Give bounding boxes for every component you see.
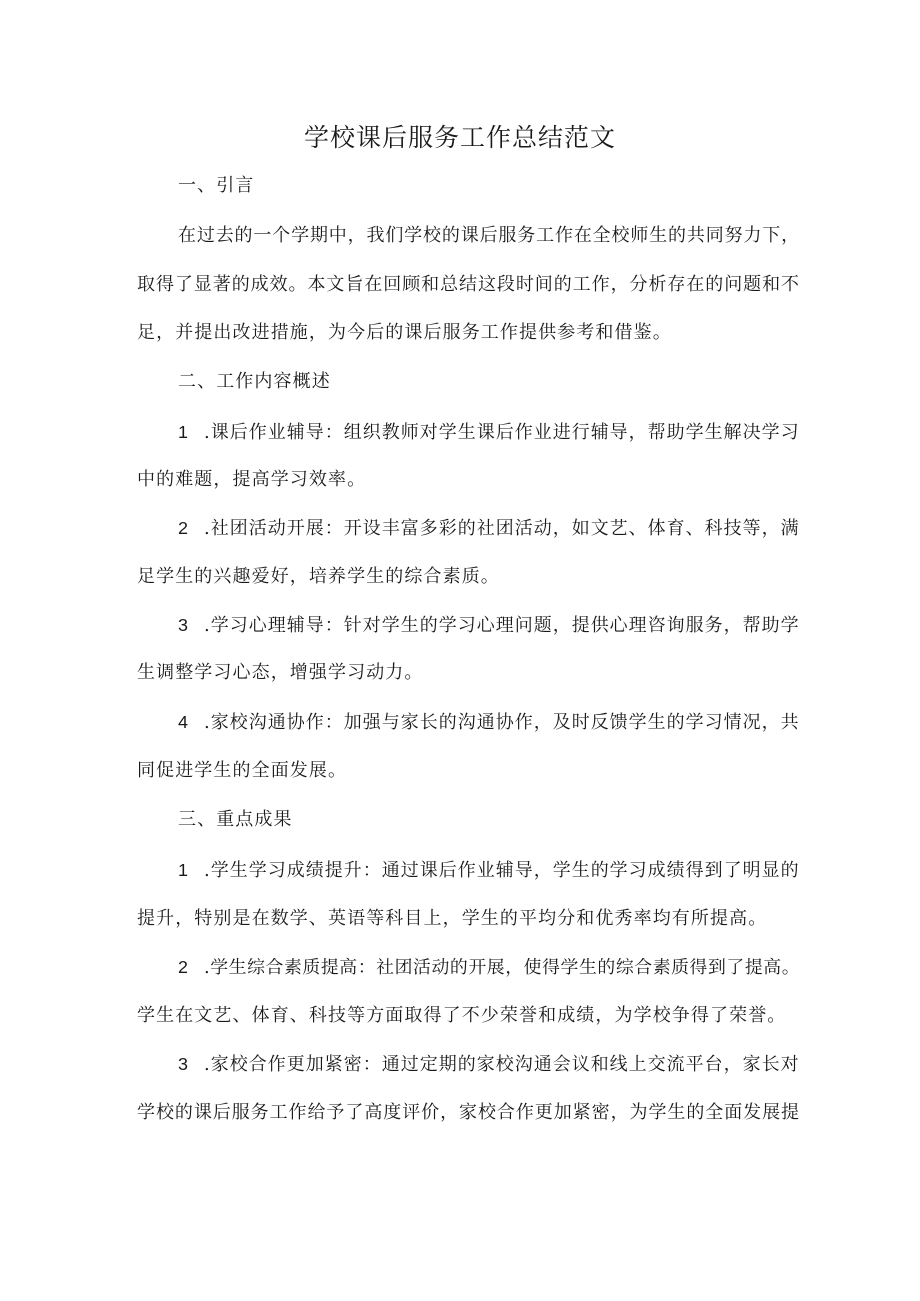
item-text: .社团活动开展：开设丰富多彩的社团活动，如文艺、体育、科技等，满 bbox=[204, 518, 800, 539]
paragraph-line: 足，并提出改进措施，为今后的课后服务工作提供参考和借鉴。 bbox=[137, 322, 672, 343]
item-number: 2 bbox=[178, 957, 189, 977]
section-heading: 一、引言 bbox=[178, 175, 255, 196]
list-item-continuation: 提升，特别是在数学、英语等科目上，学生的平均分和优秀率均有所提高。 bbox=[137, 908, 768, 929]
list-item-continuation: 学生在文艺、体育、科技等方面取得了不少荣誉和成绩，为学校争得了荣誉。 bbox=[137, 1005, 787, 1026]
item-text: .学生学习成绩提升：通过课后作业辅导，学生的学习成绩得到了明显的 bbox=[204, 860, 800, 881]
list-item bbox=[178, 856, 800, 885]
list-item-continuation: 生调整学习心态，增强学习动力。 bbox=[137, 662, 424, 683]
section-heading: 三、重点成果 bbox=[178, 809, 293, 830]
paragraph-line: 在过去的一个学期中，我们学校的课后服务工作在全校师生的共同努力下， bbox=[178, 225, 800, 246]
item-number: 3 bbox=[178, 615, 190, 635]
list-item-continuation: 学校的课后服务工作给予了高度评价，家校合作更加紧密，为学生的全面发展提 bbox=[137, 1102, 800, 1123]
item-number: 4 bbox=[178, 712, 190, 732]
list-item bbox=[178, 953, 800, 982]
item-number: 2 bbox=[178, 518, 190, 538]
list-item bbox=[178, 611, 800, 640]
list-item bbox=[178, 514, 800, 543]
item-number: 1 bbox=[178, 860, 190, 880]
item-text: .家校合作更加紧密：通过定期的家校沟通会议和线上交流平台，家长对 bbox=[204, 1054, 800, 1075]
item-text: .学习心理辅导：针对学生的学习心理问题，提供心理咨询服务，帮助学 bbox=[204, 615, 800, 636]
item-text: .家校沟通协作：加强与家长的沟通协作，及时反馈学生的学习情况，共 bbox=[204, 712, 800, 733]
section-heading: 二、工作内容概述 bbox=[178, 371, 331, 392]
item-number: 1 bbox=[178, 422, 190, 442]
item-text: .课后作业辅导：组织教师对学生课后作业进行辅导，帮助学生解决学习 bbox=[204, 422, 800, 443]
paragraph-line: 取得了显著的成效。本文旨在回顾和总结这段时间的工作，分析存在的问题和不 bbox=[137, 274, 800, 295]
list-item-continuation: 足学生的兴趣爱好，培养学生的综合素质。 bbox=[137, 566, 500, 587]
document-title: 学校课后服务工作总结范文 bbox=[303, 123, 616, 152]
list-item-continuation: 中的难题，提高学习效率。 bbox=[137, 469, 367, 490]
item-number: 3 bbox=[178, 1054, 190, 1074]
list-item bbox=[178, 1050, 800, 1079]
list-item-continuation: 同促进学生的全面发展。 bbox=[137, 760, 348, 781]
item-text: .学生综合素质提高：社团活动的开展，使得学生的综合素质得到了提高。 bbox=[204, 957, 801, 978]
list-item bbox=[178, 708, 800, 737]
list-item bbox=[178, 418, 800, 447]
